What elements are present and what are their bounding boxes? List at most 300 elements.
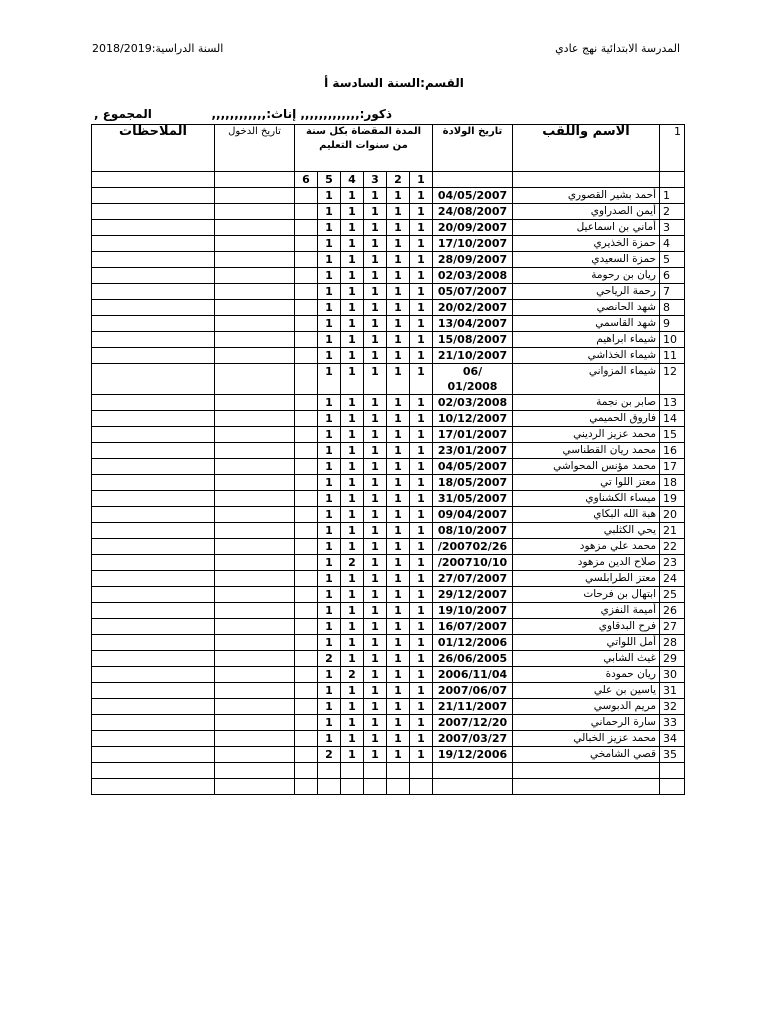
- year-3-cell: 1: [364, 348, 387, 364]
- year-2-cell: 1: [387, 683, 410, 699]
- student-name-cell: محمد عزيز الرديني: [513, 427, 660, 443]
- year-5-cell: 1: [318, 491, 341, 507]
- birth-date-cell: 29/12/2007: [433, 587, 513, 603]
- year-5-cell: 1: [318, 220, 341, 236]
- notes-cell: [92, 395, 215, 411]
- notes-cell: [92, 204, 215, 220]
- year-4-cell: 1: [341, 300, 364, 316]
- entry-date-cell: [215, 571, 295, 587]
- year-3-cell: 1: [364, 188, 387, 204]
- year-4-cell: 1: [341, 715, 364, 731]
- year-2-cell: 1: [387, 332, 410, 348]
- birth-date-cell: 02/03/2008: [433, 395, 513, 411]
- birth-date-cell: 26/06/2005: [433, 651, 513, 667]
- notes-cell: [92, 523, 215, 539]
- year-3-cell: 1: [364, 715, 387, 731]
- year-2-cell: 1: [387, 300, 410, 316]
- year-3-cell: 1: [364, 252, 387, 268]
- birth-date-cell: 21/10/2007: [433, 348, 513, 364]
- empty-cell: [92, 779, 215, 795]
- year-1-cell: 1: [410, 427, 433, 443]
- year-1-cell: 1: [410, 459, 433, 475]
- entry-date-cell: [215, 459, 295, 475]
- year-6-cell: [295, 284, 318, 300]
- year-6-cell: [295, 204, 318, 220]
- year-6-cell: [295, 507, 318, 523]
- year-4-cell: 1: [341, 523, 364, 539]
- year-5-cell: 1: [318, 555, 341, 571]
- entry-date-cell: [215, 635, 295, 651]
- empty-cell: [318, 779, 341, 795]
- entry-date-cell: [215, 555, 295, 571]
- empty-cell: [364, 779, 387, 795]
- year-3-cell: 1: [364, 332, 387, 348]
- row-number-cell: 31: [660, 683, 685, 699]
- year-1-cell: 1: [410, 507, 433, 523]
- year-4-cell: 1: [341, 587, 364, 603]
- student-register-table: [91, 124, 685, 795]
- year-2-cell: 1: [387, 204, 410, 220]
- year-5-cell: 1: [318, 411, 341, 427]
- year-3-cell: 1: [364, 475, 387, 491]
- row-number-cell: 20: [660, 507, 685, 523]
- year-5-cell: 1: [318, 571, 341, 587]
- year-4-cell: 1: [341, 188, 364, 204]
- year-6-cell: [295, 715, 318, 731]
- row-number-cell: 6: [660, 268, 685, 284]
- year-1-cell: 1: [410, 539, 433, 555]
- table-header-row: [92, 125, 685, 172]
- year-6-cell: [295, 188, 318, 204]
- table-row: [92, 364, 685, 395]
- student-name-cell: صابر بن نجمة: [513, 395, 660, 411]
- year-1-cell: 1: [410, 603, 433, 619]
- student-name-cell: ريان حمودة: [513, 667, 660, 683]
- year-3-cell: 1: [364, 523, 387, 539]
- row-number-cell: 29: [660, 651, 685, 667]
- table-row: [92, 348, 685, 364]
- year-4-cell: 1: [341, 539, 364, 555]
- table-row: [92, 555, 685, 571]
- notes-cell: [92, 699, 215, 715]
- student-name-cell: يحي الكثلبي: [513, 523, 660, 539]
- year-5-cell: 1: [318, 539, 341, 555]
- table-row: [92, 268, 685, 284]
- notes-cell: [92, 667, 215, 683]
- row-number-cell: 19: [660, 491, 685, 507]
- year-1-cell: 1: [410, 348, 433, 364]
- empty-row: [92, 763, 685, 779]
- year-6-cell: [295, 475, 318, 491]
- year-5-cell: 1: [318, 667, 341, 683]
- student-name-cell: محمد ريان القطناسي: [513, 443, 660, 459]
- year-2-cell: 1: [387, 587, 410, 603]
- row-number-cell: 23: [660, 555, 685, 571]
- year-1-cell: 1: [410, 443, 433, 459]
- notes-cell: [92, 188, 215, 204]
- year-6-cell: [295, 427, 318, 443]
- entry-date-cell: [215, 683, 295, 699]
- entry-date-cell: [215, 411, 295, 427]
- year-3-cell: 1: [364, 300, 387, 316]
- year-6-cell: [295, 747, 318, 763]
- year-1-cell: 1: [410, 300, 433, 316]
- year-6-cell: [295, 571, 318, 587]
- year-1-cell: 1: [410, 731, 433, 747]
- empty-cell: [513, 779, 660, 795]
- birth-date-cell: 04/05/2007: [433, 459, 513, 475]
- entry-date-cell: [215, 715, 295, 731]
- year-6-cell: [295, 252, 318, 268]
- birth-date-cell: 2007/03/27: [433, 731, 513, 747]
- year-2-cell: 1: [387, 555, 410, 571]
- entry-date-cell: [215, 539, 295, 555]
- year-5-cell: 1: [318, 268, 341, 284]
- empty-cell: [513, 763, 660, 779]
- year-5-cell: 1: [318, 252, 341, 268]
- empty-cell: [318, 763, 341, 779]
- year-4-cell: 1: [341, 268, 364, 284]
- year-5-cell: 1: [318, 204, 341, 220]
- year-2-cell: 1: [387, 395, 410, 411]
- year-name-blank: [513, 172, 660, 188]
- notes-cell: [92, 715, 215, 731]
- student-name-cell: ابتهال بن فرحات: [513, 587, 660, 603]
- table-row: [92, 316, 685, 332]
- empty-cell: [215, 763, 295, 779]
- year-1-cell: 1: [410, 683, 433, 699]
- table-row: [92, 603, 685, 619]
- year-4-cell: 1: [341, 651, 364, 667]
- birth-date-cell: 24/08/2007: [433, 204, 513, 220]
- table-row: [92, 300, 685, 316]
- year-1-cell: 1: [410, 475, 433, 491]
- birth-date-cell: 28/09/2007: [433, 252, 513, 268]
- entry-date-cell: [215, 252, 295, 268]
- notes-cell: [92, 316, 215, 332]
- entry-date-cell: [215, 220, 295, 236]
- row-number-cell: 21: [660, 523, 685, 539]
- year-1-cell: 1: [410, 395, 433, 411]
- year-2-cell: 1: [387, 539, 410, 555]
- row-number-cell: 9: [660, 316, 685, 332]
- year-2-cell: 1: [387, 491, 410, 507]
- table-row: [92, 667, 685, 683]
- notes-cell: [92, 332, 215, 348]
- year-4-cell: 1: [341, 731, 364, 747]
- empty-cell: [295, 763, 318, 779]
- year-6-cell: [295, 411, 318, 427]
- entry-date-cell: [215, 699, 295, 715]
- empty-cell: [660, 779, 685, 795]
- row-number-cell: 24: [660, 571, 685, 587]
- student-name-cell: سارة الرحماني: [513, 715, 660, 731]
- year-4-cell: 1: [341, 411, 364, 427]
- notes-cell: [92, 268, 215, 284]
- year-4-cell: 1: [341, 284, 364, 300]
- row-number-cell: 32: [660, 699, 685, 715]
- year-5-cell: 1: [318, 587, 341, 603]
- year-4-cell: 1: [341, 635, 364, 651]
- table-row: [92, 204, 685, 220]
- birth-date-cell: 05/07/2007: [433, 284, 513, 300]
- table-row: [92, 443, 685, 459]
- year-2-cell: 1: [387, 252, 410, 268]
- notes-cell: [92, 427, 215, 443]
- birth-date-cell: 2007/06/07: [433, 683, 513, 699]
- year-2-cell: 1: [387, 220, 410, 236]
- year-5-cell: 1: [318, 332, 341, 348]
- row-number-cell: 35: [660, 747, 685, 763]
- table-row: [92, 731, 685, 747]
- entry-date-cell: [215, 204, 295, 220]
- student-name-cell: أمل اللواتي: [513, 635, 660, 651]
- year-4-cell: 2: [341, 555, 364, 571]
- header-entry-date: تاريخ الدخول: [215, 125, 295, 172]
- year-5-cell: 1: [318, 188, 341, 204]
- year-5-cell: 1: [318, 284, 341, 300]
- entry-date-cell: [215, 268, 295, 284]
- notes-cell: [92, 635, 215, 651]
- year-2-cell: 1: [387, 459, 410, 475]
- year-1-cell: 1: [410, 571, 433, 587]
- table-row: [92, 539, 685, 555]
- year-1-cell: 1: [410, 619, 433, 635]
- year-columns-row: [92, 172, 685, 188]
- year-6-cell: [295, 651, 318, 667]
- year-2-cell: 1: [387, 747, 410, 763]
- year-6-cell: [295, 348, 318, 364]
- entry-date-cell: [215, 667, 295, 683]
- entry-date-cell: [215, 651, 295, 667]
- year-1-cell: 1: [410, 491, 433, 507]
- year-3-cell: 1: [364, 699, 387, 715]
- table-row: [92, 236, 685, 252]
- row-number-cell: 33: [660, 715, 685, 731]
- birth-date-cell: /200702/26: [433, 539, 513, 555]
- empty-cell: [387, 779, 410, 795]
- table-row: [92, 427, 685, 443]
- year-6-cell: [295, 268, 318, 284]
- year-2-cell: 1: [387, 699, 410, 715]
- student-name-cell: مريم الدبوسي: [513, 699, 660, 715]
- row-number-cell: 7: [660, 284, 685, 300]
- entry-date-cell: [215, 236, 295, 252]
- year-1-cell: 1: [410, 316, 433, 332]
- year-4-cell: 1: [341, 364, 364, 395]
- table-row: [92, 635, 685, 651]
- birth-date-cell: 2007/12/20: [433, 715, 513, 731]
- year-6-cell: [295, 491, 318, 507]
- notes-cell: [92, 603, 215, 619]
- year-1-cell: 1: [410, 204, 433, 220]
- year-5-cell: 1: [318, 731, 341, 747]
- table-row: [92, 699, 685, 715]
- notes-cell: [92, 507, 215, 523]
- year-3-cell: 1: [364, 395, 387, 411]
- year-5-cell: 1: [318, 683, 341, 699]
- total-label: المجموع ,: [94, 107, 152, 121]
- year-2-cell: 1: [387, 411, 410, 427]
- year-2-cell: 1: [387, 571, 410, 587]
- year-3-cell: 1: [364, 539, 387, 555]
- year-3-cell: 1: [364, 459, 387, 475]
- year-5-cell: 1: [318, 523, 341, 539]
- student-name-cell: فرح البدقاوي: [513, 619, 660, 635]
- table-row: [92, 523, 685, 539]
- row-number-cell: 28: [660, 635, 685, 651]
- birth-date-cell: 08/10/2007: [433, 523, 513, 539]
- row-number-cell: 13: [660, 395, 685, 411]
- notes-cell: [92, 539, 215, 555]
- birth-date-cell: 06/ 01/2008: [433, 364, 513, 395]
- year-3-cell: 1: [364, 204, 387, 220]
- birth-date-cell: 17/01/2007: [433, 427, 513, 443]
- student-name-cell: شيماء ابراهيم: [513, 332, 660, 348]
- header-number: 1: [660, 125, 685, 172]
- empty-cell: [92, 763, 215, 779]
- student-name-cell: أماني بن اسماعيل: [513, 220, 660, 236]
- year-2-cell: 1: [387, 651, 410, 667]
- year-6-cell: [295, 699, 318, 715]
- year-6-cell: [295, 667, 318, 683]
- student-name-cell: غيث الشابي: [513, 651, 660, 667]
- table-row: [92, 411, 685, 427]
- entry-date-cell: [215, 491, 295, 507]
- year-6-cell: [295, 731, 318, 747]
- year-2-cell: 1: [387, 188, 410, 204]
- year-5-cell: 1: [318, 395, 341, 411]
- year-col-4: 4: [341, 172, 364, 188]
- empty-cell: [410, 779, 433, 795]
- entry-date-cell: [215, 587, 295, 603]
- empty-cell: [364, 763, 387, 779]
- table-row: [92, 332, 685, 348]
- school-name: المدرسة الابتدائية نهج عادي: [555, 42, 680, 55]
- birth-date-cell: 01/12/2006: [433, 635, 513, 651]
- year-3-cell: 1: [364, 411, 387, 427]
- empty-cell: [410, 763, 433, 779]
- notes-cell: [92, 747, 215, 763]
- row-number-cell: 11: [660, 348, 685, 364]
- year-1-cell: 1: [410, 667, 433, 683]
- notes-cell: [92, 587, 215, 603]
- notes-cell: [92, 284, 215, 300]
- table-row: [92, 491, 685, 507]
- table-row: [92, 284, 685, 300]
- student-name-cell: أميمة النفزي: [513, 603, 660, 619]
- year-4-cell: 1: [341, 507, 364, 523]
- year-6-cell: [295, 395, 318, 411]
- empty-cell: [433, 779, 513, 795]
- year-4-cell: 1: [341, 204, 364, 220]
- student-name-cell: محمد علي مزهود: [513, 539, 660, 555]
- year-3-cell: 1: [364, 236, 387, 252]
- row-number-cell: 26: [660, 603, 685, 619]
- year-1-cell: 1: [410, 252, 433, 268]
- year-col-1: 1: [410, 172, 433, 188]
- year-5-cell: 1: [318, 300, 341, 316]
- birth-date-cell: /200710/10: [433, 555, 513, 571]
- class-title: القسم:السنة السادسة أ: [324, 76, 464, 90]
- year-1-cell: 1: [410, 220, 433, 236]
- year-4-cell: 2: [341, 667, 364, 683]
- year-5-cell: 1: [318, 507, 341, 523]
- header-birth-date: تاريخ الولادة: [433, 125, 513, 172]
- year-4-cell: 1: [341, 571, 364, 587]
- year-3-cell: 1: [364, 635, 387, 651]
- row-number-cell: 34: [660, 731, 685, 747]
- empty-cell: [341, 779, 364, 795]
- notes-cell: [92, 683, 215, 699]
- birth-date-cell: 20/09/2007: [433, 220, 513, 236]
- year-5-cell: 1: [318, 348, 341, 364]
- year-3-cell: 1: [364, 491, 387, 507]
- year-3-cell: 1: [364, 571, 387, 587]
- empty-cell: [433, 763, 513, 779]
- year-2-cell: 1: [387, 715, 410, 731]
- year-6-cell: [295, 635, 318, 651]
- entry-date-cell: [215, 747, 295, 763]
- year-2-cell: 1: [387, 284, 410, 300]
- birth-date-cell: 13/04/2007: [433, 316, 513, 332]
- school-year: السنة الدراسية:2018/2019: [92, 42, 224, 55]
- row-number-cell: 10: [660, 332, 685, 348]
- row-number-cell: 14: [660, 411, 685, 427]
- year-3-cell: 1: [364, 667, 387, 683]
- year-1-cell: 1: [410, 236, 433, 252]
- notes-cell: [92, 459, 215, 475]
- empty-row: [92, 779, 685, 795]
- student-name-cell: فاروق الحميمي: [513, 411, 660, 427]
- row-number-cell: 3: [660, 220, 685, 236]
- year-6-cell: [295, 300, 318, 316]
- year-1-cell: 1: [410, 651, 433, 667]
- notes-cell: [92, 364, 215, 395]
- year-5-cell: 1: [318, 459, 341, 475]
- year-5-cell: 1: [318, 316, 341, 332]
- row-number-cell: 2: [660, 204, 685, 220]
- empty-cell: [660, 763, 685, 779]
- year-5-cell: 2: [318, 747, 341, 763]
- year-5-cell: 1: [318, 443, 341, 459]
- row-number-cell: 16: [660, 443, 685, 459]
- year-3-cell: 1: [364, 284, 387, 300]
- year-2-cell: 1: [387, 523, 410, 539]
- year-4-cell: 1: [341, 603, 364, 619]
- year-3-cell: 1: [364, 603, 387, 619]
- year-5-cell: 1: [318, 619, 341, 635]
- student-name-cell: محمد مؤنس المحواشي: [513, 459, 660, 475]
- header-notes: الملاحظات: [92, 125, 215, 172]
- student-name-cell: شهد الحانصي: [513, 300, 660, 316]
- year-4-cell: 1: [341, 395, 364, 411]
- student-name-cell: معتز اللوا تي: [513, 475, 660, 491]
- birth-date-cell: 18/05/2007: [433, 475, 513, 491]
- year-2-cell: 1: [387, 364, 410, 395]
- row-number-cell: 4: [660, 236, 685, 252]
- year-1-cell: 1: [410, 364, 433, 395]
- year-4-cell: 1: [341, 332, 364, 348]
- year-2-cell: 1: [387, 268, 410, 284]
- year-2-cell: 1: [387, 619, 410, 635]
- year-6-cell: [295, 683, 318, 699]
- year-4-cell: 1: [341, 699, 364, 715]
- table-row: [92, 459, 685, 475]
- student-name-cell: محمد عزيز الخبالي: [513, 731, 660, 747]
- notes-cell: [92, 475, 215, 491]
- year-3-cell: 1: [364, 683, 387, 699]
